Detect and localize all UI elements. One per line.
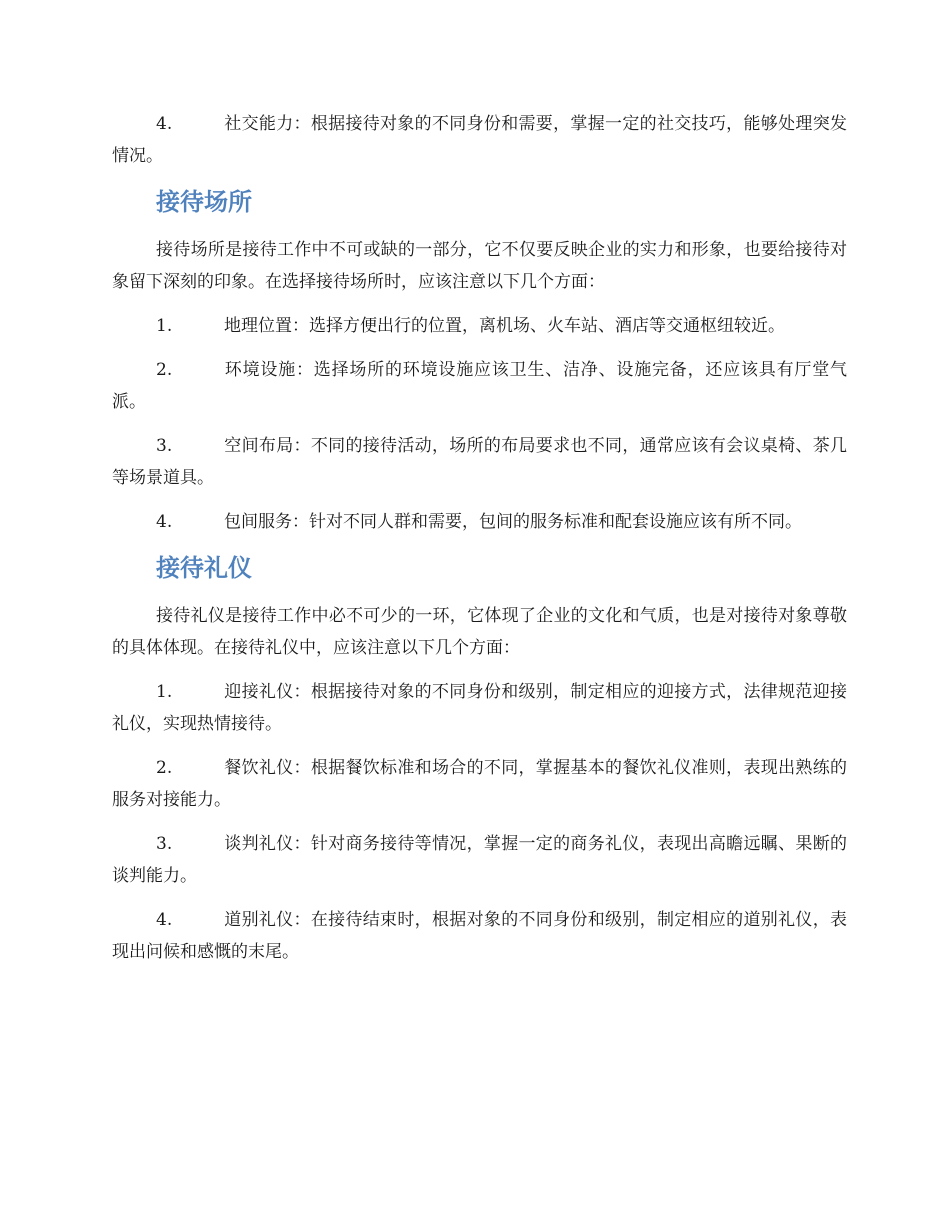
list-item	[112, 354, 847, 418]
list-item	[112, 676, 847, 740]
list-item-text: 包间服务：针对不同人群和需要，包间的服务标准和配套设施应该有所不同。	[224, 512, 802, 532]
list-item-number: 2.	[156, 360, 173, 380]
list-item	[112, 904, 847, 968]
list-item-number: 4.	[156, 114, 173, 134]
list-item-text: 空间布局：不同的接待活动，场所的布局要求也不同，通常应该有会议桌椅、茶几等场景道具。	[112, 436, 847, 488]
list-item-number: 4.	[156, 910, 173, 930]
list-item-number: 2.	[156, 758, 173, 778]
list-item-text: 道别礼仪：在接待结束时，根据对象的不同身份和级别，制定相应的道别礼仪，表现出问候和感慨的末尾。	[112, 910, 847, 962]
list-item-number: 1.	[156, 316, 173, 336]
section-intro-venue: 接待场所是接待工作中不可或缺的一部分，它不仅要反映企业的实力和形象，也要给接待对象留下深刻的印象。在选择接待场所时，应该注意以下几个方面：	[112, 240, 847, 292]
list-item-number: 4.	[156, 512, 173, 532]
list-item	[112, 752, 847, 816]
list-item-text: 谈判礼仪：针对商务接待等情况，掌握一定的商务礼仪，表现出高瞻远瞩、果断的谈判能力。	[112, 834, 847, 886]
list-item-number: 3.	[156, 436, 173, 456]
section-intro-etiquette: 接待礼仪是接待工作中必不可少的一环，它体现了企业的文化和气质，也是对接待对象尊敬的具体体现。在接待礼仪中，应该注意以下几个方面：	[112, 606, 847, 658]
section-heading-venue: 接待场所	[156, 188, 252, 216]
list-item-text: 地理位置：选择方便出行的位置，离机场、火车站、酒店等交通枢纽较近。	[224, 316, 785, 336]
list-item	[112, 108, 847, 172]
list-item-number: 1.	[156, 682, 173, 702]
document-content	[112, 108, 847, 980]
list-item-text: 社交能力：根据接待对象的不同身份和需要，掌握一定的社交技巧，能够处理突发情况。	[112, 114, 847, 166]
list-item	[112, 310, 847, 342]
list-item	[112, 430, 847, 494]
section-heading-etiquette: 接待礼仪	[156, 554, 252, 582]
list-item	[112, 828, 847, 892]
list-item-text: 餐饮礼仪：根据餐饮标准和场合的不同，掌握基本的餐饮礼仪准则，表现出熟练的服务对接能力。	[112, 758, 847, 810]
list-item-text: 环境设施：选择场所的环境设施应该卫生、洁净、设施完备，还应该具有厅堂气派。	[112, 360, 847, 412]
list-item	[112, 506, 847, 538]
list-item-number: 3.	[156, 834, 173, 854]
list-item-text: 迎接礼仪：根据接待对象的不同身份和级别，制定相应的迎接方式，法律规范迎接礼仪，实现热情接待。	[112, 682, 847, 734]
